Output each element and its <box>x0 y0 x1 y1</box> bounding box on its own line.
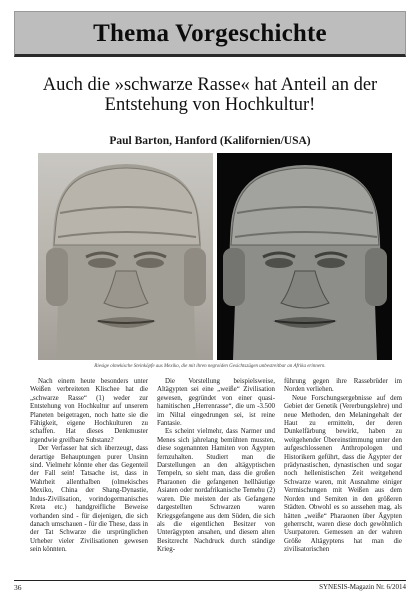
journal-name: SYNESIS-Magazin Nr. 6/2014 <box>319 583 406 591</box>
article-headline: Auch die »schwarze Rasse« hat Anteil an der Entstehung von Hochkultur! <box>42 75 378 115</box>
paragraph: Neue Forschungsergebnisse auf dem Gebiet der Genetik (Vererbungslehre) und neue Methoden, den Melaningehalt der Haut zu ermitteln, der deren Dunkelfärbung bewirkt, haben zu weitgehender Übereinstimmung unter den aufgeschlossenen Anthropologen und Historikern geführt, dass die Ägypter der prädynastischen, dynastischen und sogar noch hellenistischen Zeit weitgehend Schwarze waren, mit Ausnahme einiger Vermischungen mit Weißen aus dem Norden und Semiten in den größeren Städten. Obwohl es so aussehen mag, als hätten „weiße“ Pharaonen über Ägypten geherrscht, waren diese doch gewöhnlich Usurpatoren. Gemessen an der wahren Größe Altägyptens hat man die zivilisatorischen <box>284 394 402 554</box>
paragraph: führung gegen ihre Rassebrüder im Norden verliehen. <box>284 378 402 394</box>
photo-caption: Riesige olmekische Steinköpfe aus Mexiko, die mit ihren negroiden Gesichtszügen unbestreitbar an Afrika erinnern. <box>94 364 326 369</box>
footer-divider <box>14 580 406 581</box>
paragraph: Nach einem heute besonders unter Weißen verbreiteten Klischee hat die „schwarze Rasse“ (1) weder zur Entstehung von Hochkultur auf unserem Planeten beigetragen, noch hatte sie die Fähigkeit, eigene Hochkulturen zu schaffen. Hat dieses Denkmuster irgendwie greifbare Substanz? <box>30 378 148 444</box>
text-column-2 <box>157 378 275 555</box>
olmec-head-photo-left <box>38 153 213 360</box>
section-title: Thema Vorgeschichte <box>93 20 327 47</box>
page-number: 36 <box>14 583 22 592</box>
text-column-3 <box>284 378 402 555</box>
paragraph: Der Verfasser hat sich überzeugt, dass derartige Behauptungen purer Unsinn sind. Vielmehr könnte eher das Gegenteil der Fall sein! Tatsache ist, dass in Wahrheit allenthalben (olmekisches Mexiko, China der Shang-Dynastie, Indus-Zivilisation, vorindogermanisches Kreta etc.) handgreifliche Beweise vorhanden sind - für diejenigen, die sich danach umschauen - für die These, dass in der Tat Schwarze die ursprünglichen Urheber vieler Zivilisationen gewesen sein könnten. <box>30 445 148 554</box>
article-byline: Paul Barton, Hanford (Kalifornien/USA) <box>109 135 311 147</box>
section-banner <box>14 11 406 57</box>
paragraph: Es scheint vielmehr, dass Narmer und Menes sich jahrelang bemühten mussten, diese sogenannten Hamiten von Ägypten fernzuhalten. Studiert man die Darstellungen an den altägyptischen Tempeln, so sieht man, dass die großen Pharaonen die gefangenen hellhäutige Asiaten oder nordafrikanische Temehu (2) waren. Die meisten der als Gefangene dargestellten Schwarzen waren Kriegsgefangene aus dem Süden, die sich als die eigentlichen Besitzer von Unterägypten ansahen, und diesem alten Besitzrecht Nachdruck durch ständige Krieg- <box>157 428 275 554</box>
text-column-1 <box>30 378 148 555</box>
paragraph: Die Vorstellung beispielsweise, Altägypten sei eine „weiße“ Zivilisation gewesen, gegründet von einer quasi-hamitischen „Herrenrasse“, die um -3.500 im Niltal eingedrungen sei, ist reine Fantasie. <box>157 378 275 428</box>
olmec-head-photo-right <box>217 153 392 360</box>
